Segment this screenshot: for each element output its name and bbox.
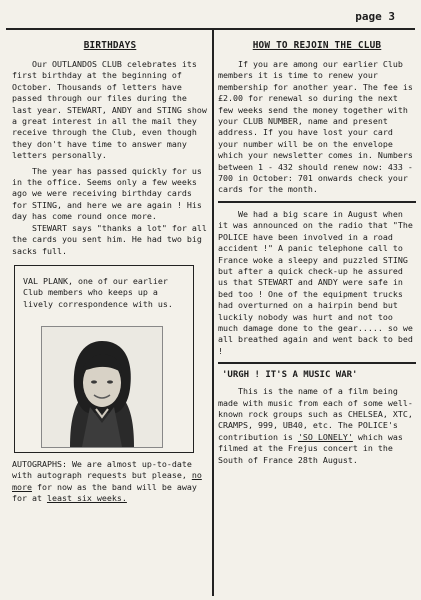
birthdays-para-2: The year has passed quickly for us in the office. Seems only a few weeks ago we were receiving birthday cards for STING, and here we are again ! His day has come round once more.: [12, 165, 202, 222]
right-column: [218, 36, 416, 466]
photo-caption: VAL PLANK, one of our earlier Club members who keeps up a lively correspondence with us.: [23, 275, 173, 309]
urgh-heading: 'URGH ! IT'S A MUSIC WAR': [222, 370, 358, 381]
portrait-icon: [42, 327, 162, 447]
column-divider: [212, 29, 214, 596]
autographs-lead: AUTOGRAPHS: We are almost up-to-date with autograph requests but please,: [12, 458, 192, 481]
so-lonely-title: 'SO LONELY': [297, 431, 353, 442]
autographs-note: [12, 459, 208, 505]
autographs-mid: for now as the band will be away for at: [12, 481, 197, 504]
page-number: page 3: [355, 10, 395, 23]
urgh-para: [218, 386, 416, 466]
birthdays-heading: BIRTHDAYS: [83, 40, 137, 51]
section-rule: [218, 201, 416, 203]
portrait-photo: [41, 326, 163, 448]
top-rule: [6, 28, 415, 30]
left-column: [12, 36, 208, 505]
autographs-end: least six weeks.: [46, 493, 127, 504]
autographs-emphasis: no more: [12, 470, 202, 492]
birthdays-para-1: Our OUTLANDOS CLUB celebrates its first birthday at the beginning of October. Thousands of letters have passed through our files during the last year. STEWART, ANDY and STING show a great interest in all the mail they receive through the Club, even though they don't have time to answer many letters personally.: [12, 59, 207, 161]
rejoin-heading: HOW TO REJOIN THE CLUB: [252, 40, 382, 51]
photo-box: [14, 265, 194, 453]
urgh-lead: This is the name of a film being made with music from each of some well-known rock groups such as CHELSEA, XTC, CRAMPS, 999, UB40, etc. The POLICE's contribution is: [218, 386, 413, 442]
rejoin-para: If you are among our earlier Club members it is time to renew your membership for another year. The fee is £2.00 for renewal so during the next few weeks send the money together with your CLUB NUMBER, name and present address. If you have lost your card your number will be on the envelope which your newsletter comes in. Numbers between 1 - 432 should renew now: 433 - 700 in October: 701 onwards check your cards for the month.: [218, 59, 413, 195]
section-rule: [218, 362, 416, 364]
urgh-end: which was filmed at the Frejus concert in the South of France 28th August.: [218, 431, 403, 465]
scare-para: We had a big scare in August when it was announced on the radio that "The POLICE have been involved in a road accident !" A panic telephone call to France woke a sleepy and puzzled STING but after a quick check-up he assured us that STEWART and ANDY were safe in bed too ! One of the equipment trucks had overturned on a hairpin bend but luckily nobody was hurt and not too much damage done to the gear..... so we all breathed again and went back to bed !: [218, 208, 413, 356]
birthdays-para-3: STEWART says "thanks a lot" for all the cards you sent him. He had two big sacks full.: [12, 222, 207, 256]
